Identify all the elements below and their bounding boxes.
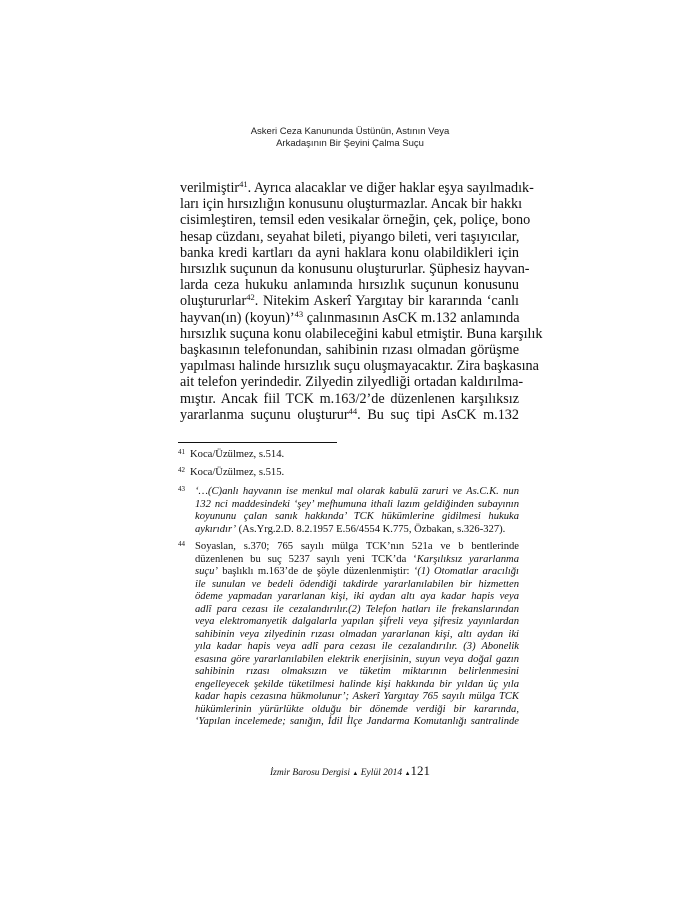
text-segment: aykırıdır’ (195, 523, 236, 535)
text-line (195, 679, 519, 691)
separator-triangle: ▲ (352, 771, 359, 777)
text-line (180, 261, 530, 277)
text-segment: hırsızlık suçunun da konusunu oluştururlar. Şüphesiz hayvan- (180, 261, 530, 277)
footnote-reference: 44 (348, 405, 358, 416)
footnote-reference: 42 (246, 292, 255, 303)
text-segment: larda ceza hukuku anlamında hırsızlık suçunun konusunu (180, 277, 519, 294)
text-segment: Koca/Üzülmez, s.514. (190, 449, 285, 460)
text-line (180, 277, 519, 293)
text-line (180, 391, 519, 407)
text-segment: mıştır. Ancak fiil TCK m.163/2’de düzenlenen karşılıksız (180, 390, 519, 407)
footnote-reference: 43 (294, 308, 304, 319)
journal-name: İzmir Barosu Dergisi (269, 768, 351, 778)
text-segment: yararlanma suçunu oluşturur (180, 406, 349, 423)
text-line (195, 629, 519, 641)
text-segment: Karşılıksız yararlanma (416, 553, 519, 565)
text-line (180, 229, 519, 245)
text-segment: . Bu suç tipi AsCK m.132 (357, 406, 519, 423)
text-segment: Soyaslan, s.370; 765 sayılı mülga TCK’nın 521a ve b bentlerinde (195, 541, 519, 552)
page-number: 121 (410, 763, 431, 778)
separator-triangle: ▲ (404, 771, 411, 777)
text-segment: başkasının telefonundan, sahibinin rızası olmadan görüşme (180, 342, 519, 358)
text-line (195, 554, 519, 566)
text-line (190, 467, 519, 479)
text-line (195, 524, 519, 536)
text-line (195, 566, 519, 578)
text-line (190, 449, 519, 461)
text-segment: 132 nci maddesindeki ‘şey’ mefhumuna ithali lazım geldiğinden subayının (195, 498, 519, 510)
text-line (180, 325, 543, 342)
text-segment: hırsızlık suçuna konu olabileceğini kabul etmiştir. Buna karşılık (180, 325, 543, 342)
text-line (195, 486, 519, 498)
text-segment: cisimleştiren, temsil eden vesikalar örneğin, çek, poliçe, bono (180, 212, 531, 229)
text-line (195, 691, 519, 703)
footnote-number: 41 (178, 448, 185, 456)
text-segment: ait telefon yerindedir. Zilyedin zilyedliği ortadan kaldırılma- (180, 374, 524, 391)
text-line (180, 358, 539, 375)
page-footer (0, 763, 700, 779)
text-line (180, 407, 519, 423)
text-line (195, 654, 519, 666)
footnote-separator (178, 442, 337, 443)
text-line (195, 541, 519, 553)
text-line (180, 310, 519, 326)
text-segment: çalınmasının AsCK m.132 anlamında (303, 309, 520, 326)
text-line (195, 716, 519, 728)
text-line (195, 579, 519, 591)
text-line (180, 196, 523, 213)
text-segment: engelleyecek şekilde tüketilmesi halinde kişi hakkında bir yıldan üç yıla (195, 678, 519, 690)
text-segment: yıla kadar hapis veya adlî para cezası ile cezalandırılır. (3) Abonelik (195, 641, 519, 652)
footnote-reference: 41 (239, 178, 248, 189)
text-segment: yapılması halinde hırsızlık suçu oluşmayacaktır. Zira başkasına (180, 358, 539, 375)
text-segment: hayvan(ın) (koyun)’ (180, 309, 295, 326)
text-line (195, 604, 519, 616)
text-segment: başlıklı m.163’de de şöyle düzenlenmiştir: (217, 566, 414, 577)
footnote-number: 42 (178, 466, 185, 474)
text-line (180, 178, 534, 196)
text-line (195, 591, 519, 603)
text-segment: ları için hırsızlığın konusunu oluşturmazlar. Ancak bir hakkı (180, 196, 523, 213)
text-segment: Koca/Üzülmez, s.515. (190, 467, 285, 478)
text-segment: adlî para cezası ile cezalandırılır.(2) Telefon hatları ile frekanslarından (195, 603, 519, 615)
text-line (195, 666, 519, 678)
text-segment: esasına göre yararlanılabilen elektrik enerjisinin, suyun veya doğal gazın (195, 653, 519, 665)
text-segment: ‘Yapılan incelemede; sanığın, İdil İlçe Jandarma Komutanlığı santralinde (195, 716, 519, 727)
text-line (195, 616, 519, 628)
text-line (180, 245, 519, 261)
text-line (180, 374, 524, 391)
text-segment: oluştururlar (180, 293, 247, 310)
footnote-number: 44 (178, 540, 185, 548)
text-segment: koyununu çalan sanık hakkında’ TCK hükümlerine gidilmesi hukuka (195, 511, 519, 522)
text-segment: banka kredi kartları da ayni haklara konu olabildikleri için (180, 244, 519, 261)
text-segment: verilmiştir (180, 180, 240, 196)
text-segment: (As.Yrg.2.D. 8.2.1957 E.56/4554 K.775, Özbakan, s.326-327). (236, 523, 506, 535)
text-line (180, 293, 519, 309)
text-segment: suçu’ (195, 566, 218, 577)
text-line (180, 342, 519, 358)
text-segment: kadar hapis cezasına hükmolunur’; Askerî Yargıtay 765 sayılı mülga TCK (195, 691, 519, 702)
text-segment: ödeme yapmadan yararlanan kişi, iki aydan altı aya kadar hapis veya (195, 591, 519, 602)
text-segment: . Ayrıca alacaklar ve diğer haklar eşya sayılmadık- (247, 180, 534, 196)
text-segment: düzenlenen bu suç 5237 sayılı yeni TCK’da ‘ (195, 553, 417, 565)
text-segment: ‘(1) Otomatlar aracılığı (413, 566, 520, 577)
running-header-line-1: Askeri Ceza Kanununda Üstünün, Astının Veya (250, 126, 450, 137)
text-segment: veya elektromanyetik dalgalarla yapılan şifreli veya şifresiz yayınlardan (195, 616, 519, 627)
text-line (180, 212, 531, 229)
text-line (195, 704, 519, 716)
text-line (195, 511, 519, 523)
text-segment: ile sunulan ve bedeli ödendiği takdirde yararlanılabilen bir hizmetten (195, 578, 519, 590)
text-line (195, 641, 519, 653)
text-line (195, 499, 519, 511)
text-segment: ‘…(C)anlı hayvanın ise menkul mal olarak kabulü zaruri ve As.C.K. nun (195, 486, 519, 497)
text-segment: sahibinin rızası olmaksızın ve tüketim miktarının belirlenmesini (195, 666, 519, 677)
text-segment: hesap cüzdanı, seyahat bileti, piyango bileti, veri taşıyıcılar, (180, 228, 520, 245)
text-segment: . Nitekim Askerî Yargıtay bir kararında ‘canlı (254, 293, 519, 310)
running-header-line-2: Arkadaşının Bir Şeyini Çalma Suçu (276, 138, 424, 149)
issue-date: Eylül 2014 (360, 768, 403, 778)
text-segment: sahibinin veya zilyedinin rızası olmadan yararlanan kişi, altı aydan iki (195, 628, 519, 640)
footnote-number: 43 (178, 485, 185, 493)
text-segment: hükümlerinin yürürlükte olduğu bir dönemde verdiği bir kararında, (195, 703, 519, 715)
